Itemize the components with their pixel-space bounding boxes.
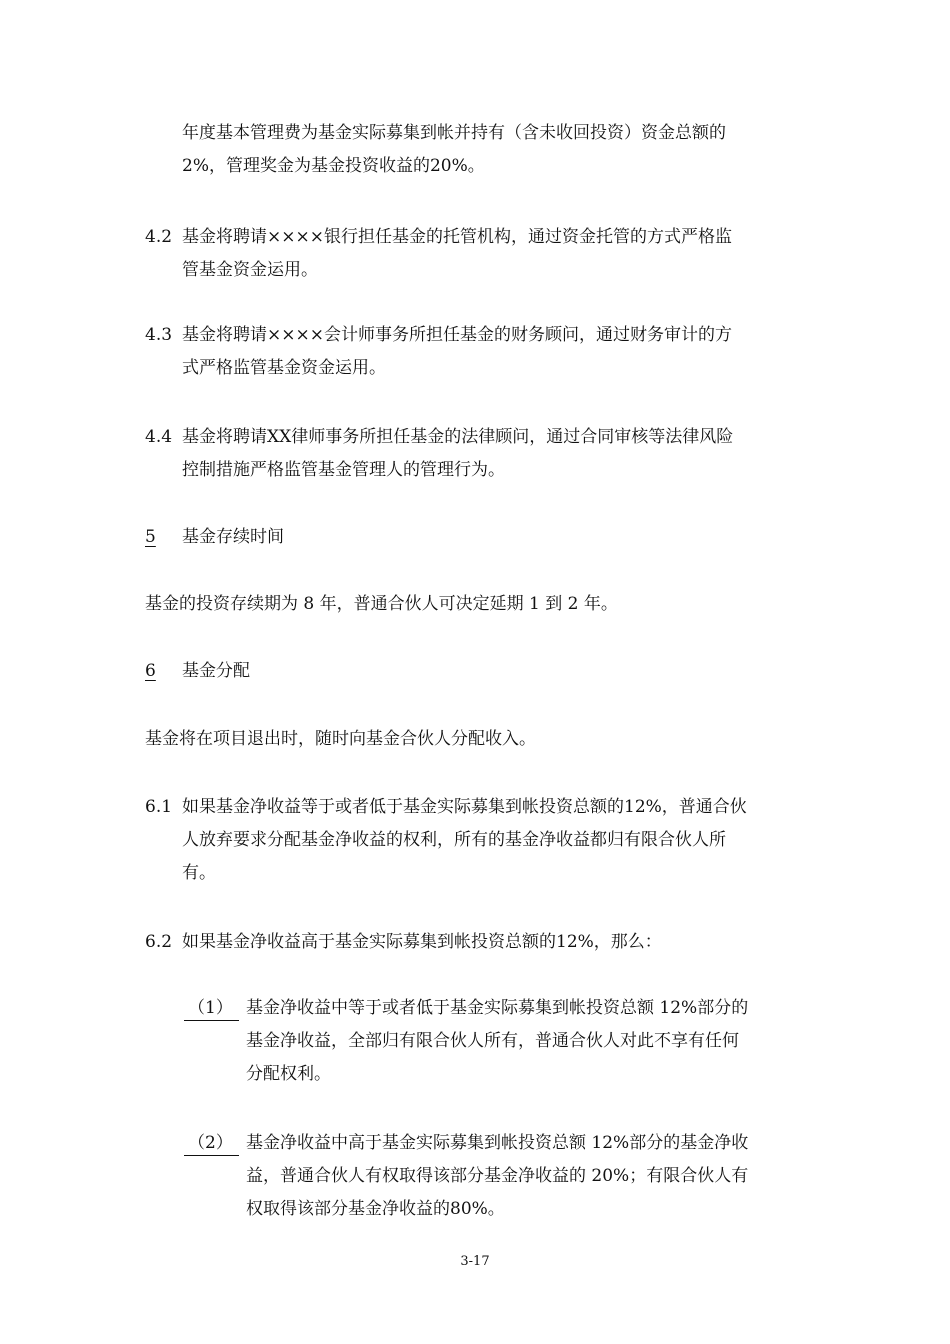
text-line: 年度基本管理费为基金实际募集到帐并持有（含未收回投资）资金总额的 <box>182 123 726 143</box>
section-title: 基金存续时间 <box>182 527 284 547</box>
clause-number: 6.1 <box>145 797 173 817</box>
text-line: 基金将聘请××××会计师事务所担任基金的财务顾问，通过财务审计的方 <box>182 325 732 345</box>
text-line: 分配权利。 <box>246 1064 331 1084</box>
text-line: 基金净收益，全部归有限合伙人所有，普通合伙人对此不享有任何 <box>246 1031 739 1051</box>
text-line: 人放弃要求分配基金净收益的权利，所有的基金净收益都归有限合伙人所 <box>182 830 726 850</box>
clause-number: 4.2 <box>145 227 173 247</box>
sub-item-number: （1） <box>184 996 239 1021</box>
text-line: 基金净收益中高于基金实际募集到帐投资总额 12%部分的基金净收 <box>246 1133 749 1153</box>
text-line: 基金将聘请××××银行担任基金的托管机构，通过资金托管的方式严格监 <box>182 227 732 247</box>
page-number: 3-17 <box>460 1254 490 1269</box>
text-line: 2%，管理奖金为基金投资收益的20%。 <box>182 156 485 176</box>
text-line: 基金将聘请XX律师事务所担任基金的法律顾问，通过合同审核等法律风险 <box>182 427 734 447</box>
text-line: 控制措施严格监管基金管理人的管理行为。 <box>182 460 505 480</box>
text-line: 基金净收益中等于或者低于基金实际募集到帐投资总额 12%部分的 <box>246 998 749 1018</box>
text-line: 式严格监管基金资金运用。 <box>182 358 386 378</box>
clause-number: 4.3 <box>145 325 173 345</box>
sub-item-number: （2） <box>184 1131 239 1156</box>
text-line: 权取得该部分基金净收益的80%。 <box>246 1199 505 1219</box>
paragraph-5: 基金的投资存续期为 8 年，普通合伙人可决定延期 1 到 2 年。 <box>145 594 618 614</box>
text-line: 益，普通合伙人有权取得该部分基金净收益的 20%；有限合伙人有 <box>246 1166 749 1186</box>
clause-number: 4.4 <box>145 427 173 447</box>
clause-number: 6.2 <box>145 932 173 952</box>
section-number: 5 <box>145 527 156 547</box>
text-line: 有。 <box>182 863 216 883</box>
text-line: 如果基金净收益等于或者低于基金实际募集到帐投资总额的12%，普通合伙 <box>182 797 747 817</box>
section-number: 6 <box>145 661 156 681</box>
section-title: 基金分配 <box>182 661 250 681</box>
text-line: 管基金资金运用。 <box>182 260 318 280</box>
paragraph-6: 基金将在项目退出时，随时向基金合伙人分配收入。 <box>145 729 536 749</box>
text-line: 如果基金净收益高于基金实际募集到帐投资总额的12%，那么： <box>182 932 662 952</box>
